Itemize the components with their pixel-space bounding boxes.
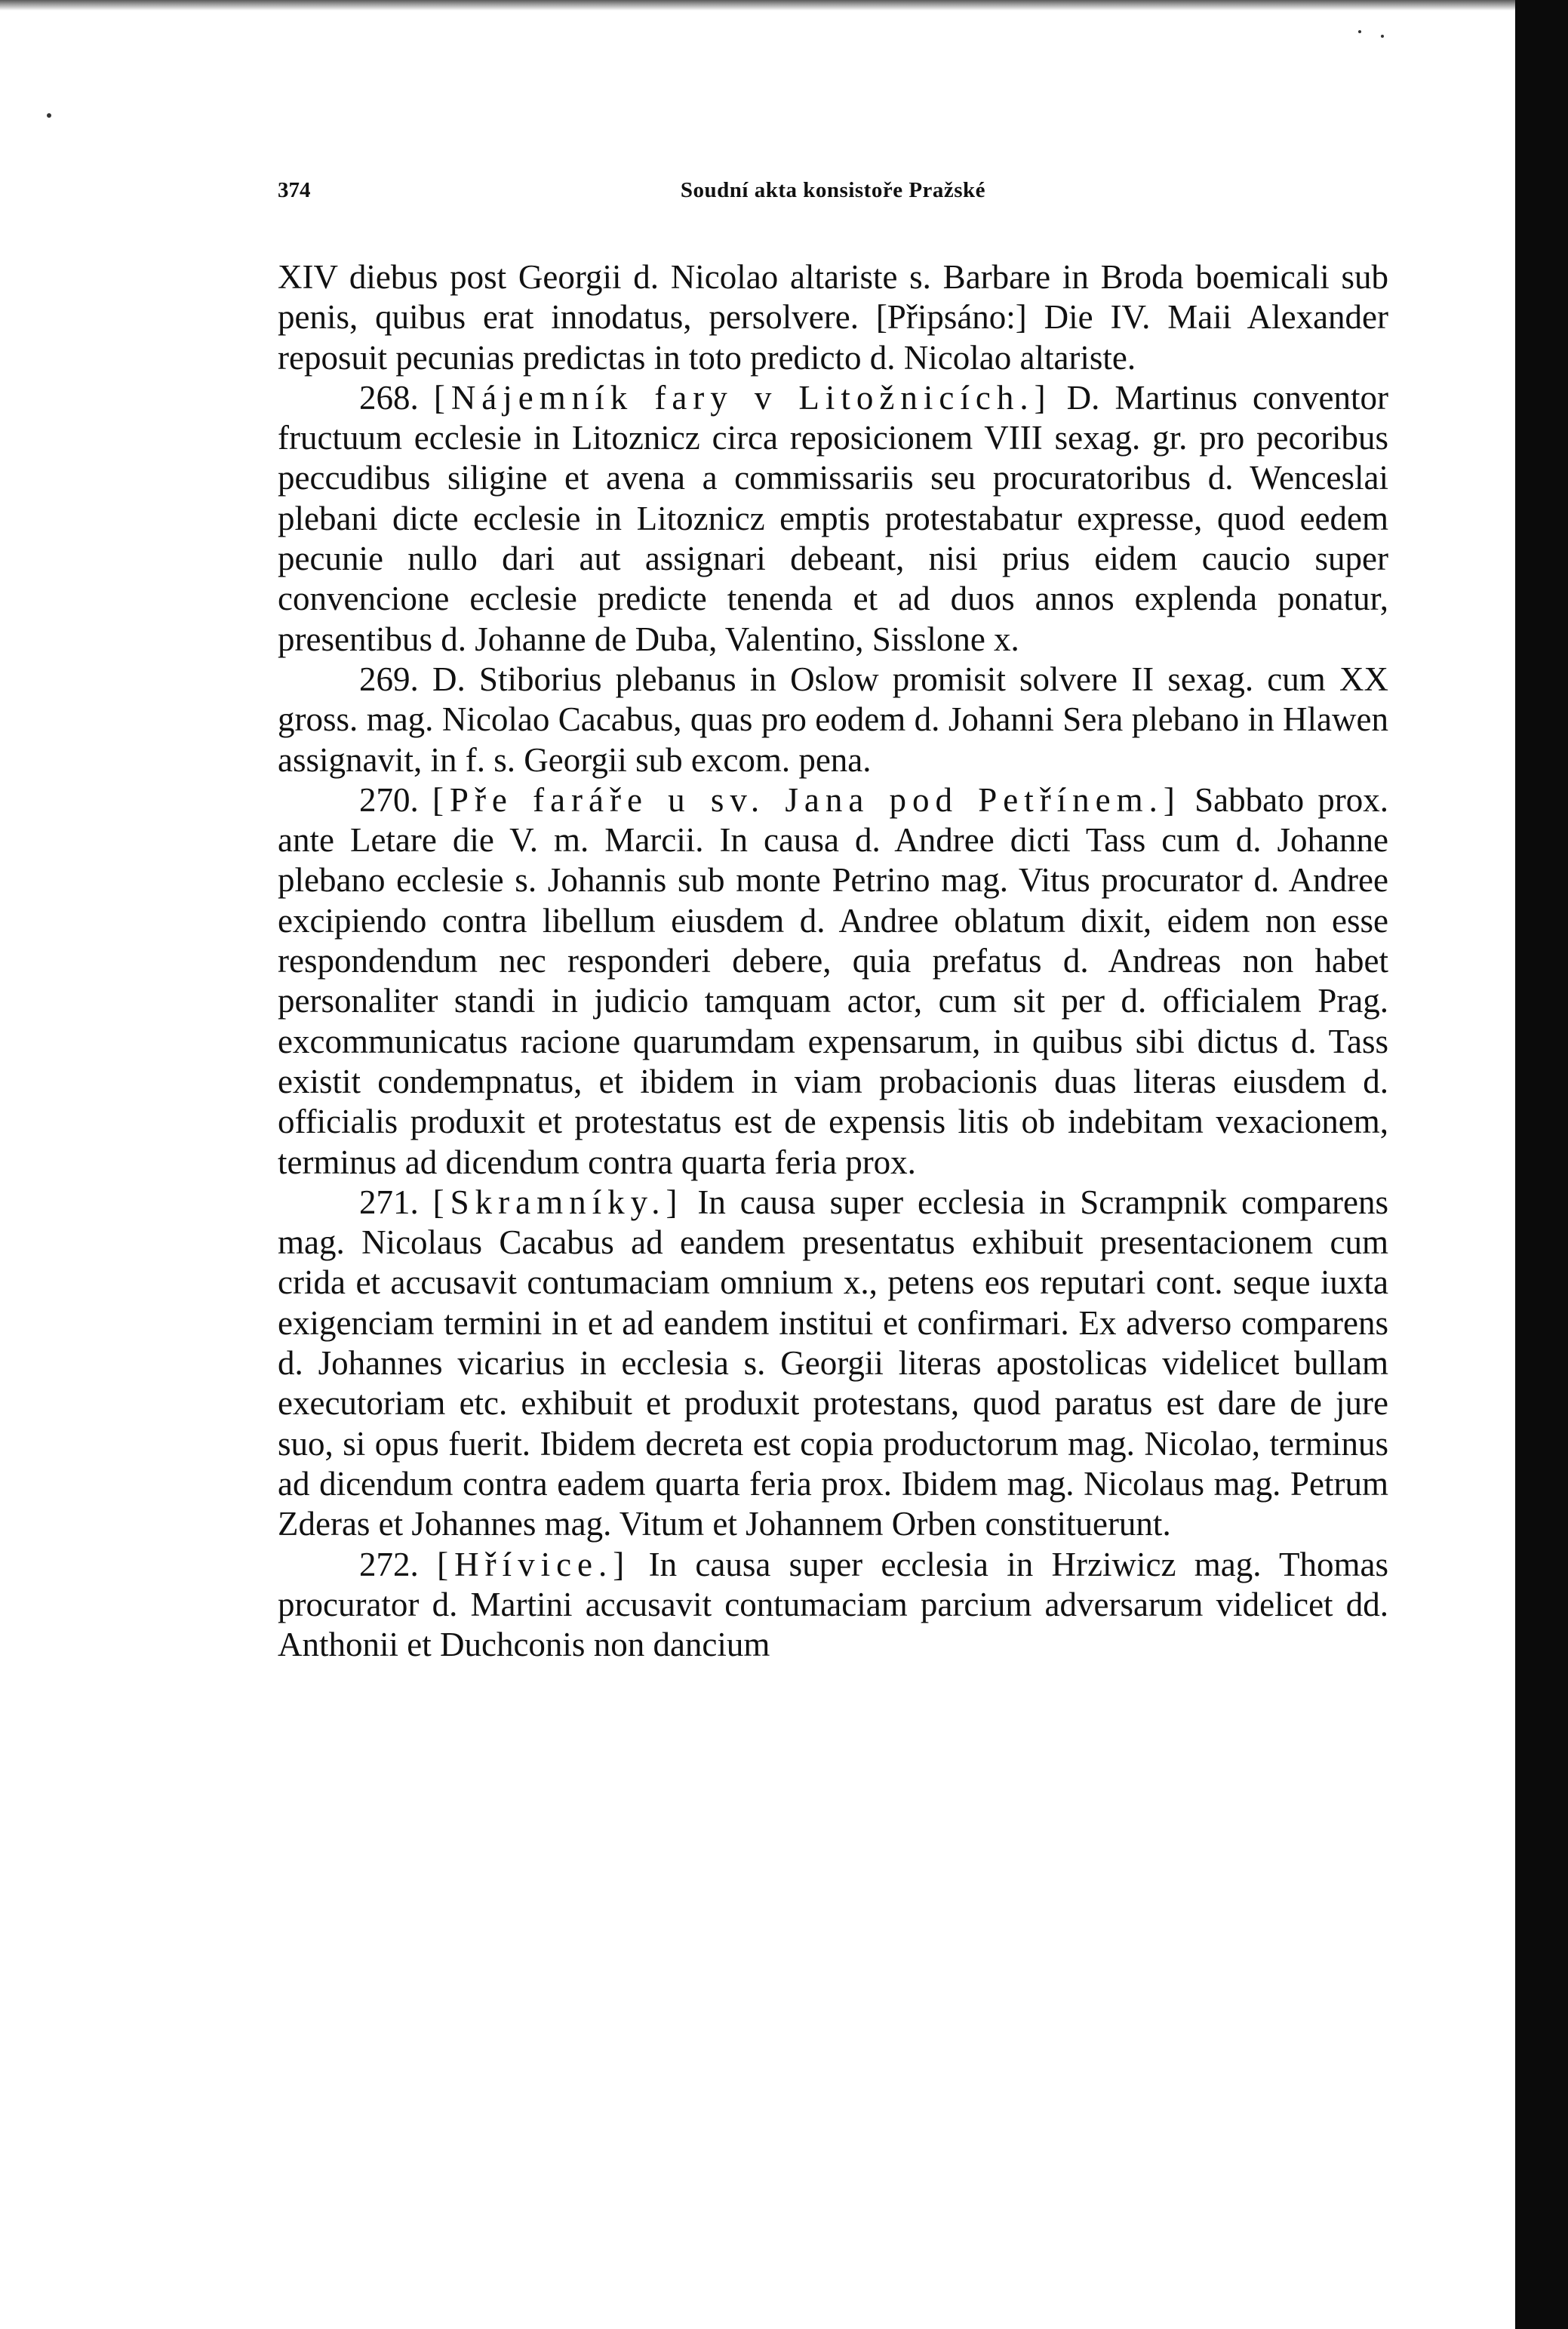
scan-top-edge (0, 0, 1568, 11)
entry-title: [Skramníky.] (432, 1183, 684, 1221)
entry-text: Sabbato prox. ante Letare die V. m. Marcii. In causa d. Andree dicti Tass cum d. Johanne plebano ecclesie s. Johannis sub monte Petrino mag. Vitus procurator d. Andree excipiendo contra libellum eiusdem d. Andree oblatum dixit, eidem non esse respondendum nec responderi debere, quia prefatus d. Andreas non habet personaliter standi in judicio tamquam actor, cum sit per d. officialem Prag. excommunicatus racione quarumdam expensarum, in quibus sibi dictus d. Tass existit condempnatus, et ibidem in viam probacionis duas literas eiusdem d. officialis produxit et protestatus est de expensis litis ob indebitam vexacionem, terminus ad dicendum contra quarta feria prox. (278, 780, 1388, 1181)
entry-text: In causa super ecclesia in Scrampnik comparens mag. Nicolaus Cacabus ad eandem presentatus exhibuit presentacionem cum crida et accusavit contumaciam omnium x., petens eos reputari cont. seque iuxta exigenciam termini in et ad eandem institui et confirmari. Ex adverso comparens d. Johannes vicarius in ecclesia s. Georgii literas apostolicas videlicet bullam executoriam etc. exhibuit et produxit protestans, quod paratus est dare de jure suo, si opus fuerit. Ibidem decreta est copia productorum mag. Nicolao, terminus ad dicendum contra eadem quarta feria prox. Ibidem mag. Nicolaus mag. Petrum Zderas et Johannes mag. Vitum et Johannem Orben constituerunt. (278, 1183, 1389, 1543)
scan-right-border (1515, 0, 1568, 2329)
entry-number: 272. (359, 1545, 419, 1583)
page-header (278, 178, 1388, 208)
entry-title: [Pře faráře u sv. Jana pod Petřínem.] (432, 780, 1181, 819)
body-text (278, 257, 1388, 1665)
entry-title: [Hřívice.] (437, 1545, 631, 1583)
paragraph-text: XIV diebus post Georgii d. Nicolao altariste s. Barbare in Broda boemicali sub penis, quibus erat innodatus, persolvere. [Připsáno:] Die IV. Maii Alexander reposuit pecunias predictas in toto predicto d. Nicolao altariste. (278, 258, 1388, 377)
page-number: 374 (278, 178, 311, 202)
paragraph-continuation (278, 257, 1388, 378)
entry-number: 268. (359, 378, 419, 417)
entry-number: 270. (359, 780, 419, 819)
entry-text: In causa super ecclesia in Hrziwicz mag. Thomas procurator d. Martini accusavit contumaciam parcium adversarum videlicet dd. Anthonii et Duchconis non dancium (278, 1545, 1389, 1664)
running-title: Soudní akta konsistoře Pražské (680, 178, 986, 202)
entry-number: 269. (359, 660, 419, 698)
scan-speck (1358, 30, 1361, 33)
entry-text: D. Stiborius plebanus in Oslow promisit solvere II sexag. cum XX gross. mag. Nicolao Cacabus, quas pro eodem d. Johanni Sera plebano in Hlawen assignavit, in f. s. Georgii sub excom. pena. (278, 660, 1388, 779)
entry-269 (278, 660, 1388, 780)
scan-speck (47, 113, 51, 118)
entry-272 (278, 1545, 1388, 1666)
scan-speck (1381, 35, 1384, 38)
entry-number: 271. (359, 1183, 419, 1221)
entry-270 (278, 780, 1388, 1183)
entry-271 (278, 1183, 1388, 1545)
entry-title: [Nájemník fary v Litožnicích.] (433, 378, 1052, 417)
entry-text: D. Martinus conventor fructuum ecclesie in Litoznicz circa reposicionem VIII sexag. gr. pro pecoribus peccudibus siligine et avena a commissariis seu procuratoribus d. Wenceslai plebani dicte ecclesie in Litoznicz emptis protestabatur expresse, quod eedem pecunie nullo dari aut assignari debeant, nisi prius eidem caucio super convencione ecclesie predicte tenenda et ad duos annos explenda ponatur, presentibus d. Johanne de Duba, Valentino, Sisslone x. (278, 378, 1388, 658)
entry-268 (278, 378, 1388, 660)
